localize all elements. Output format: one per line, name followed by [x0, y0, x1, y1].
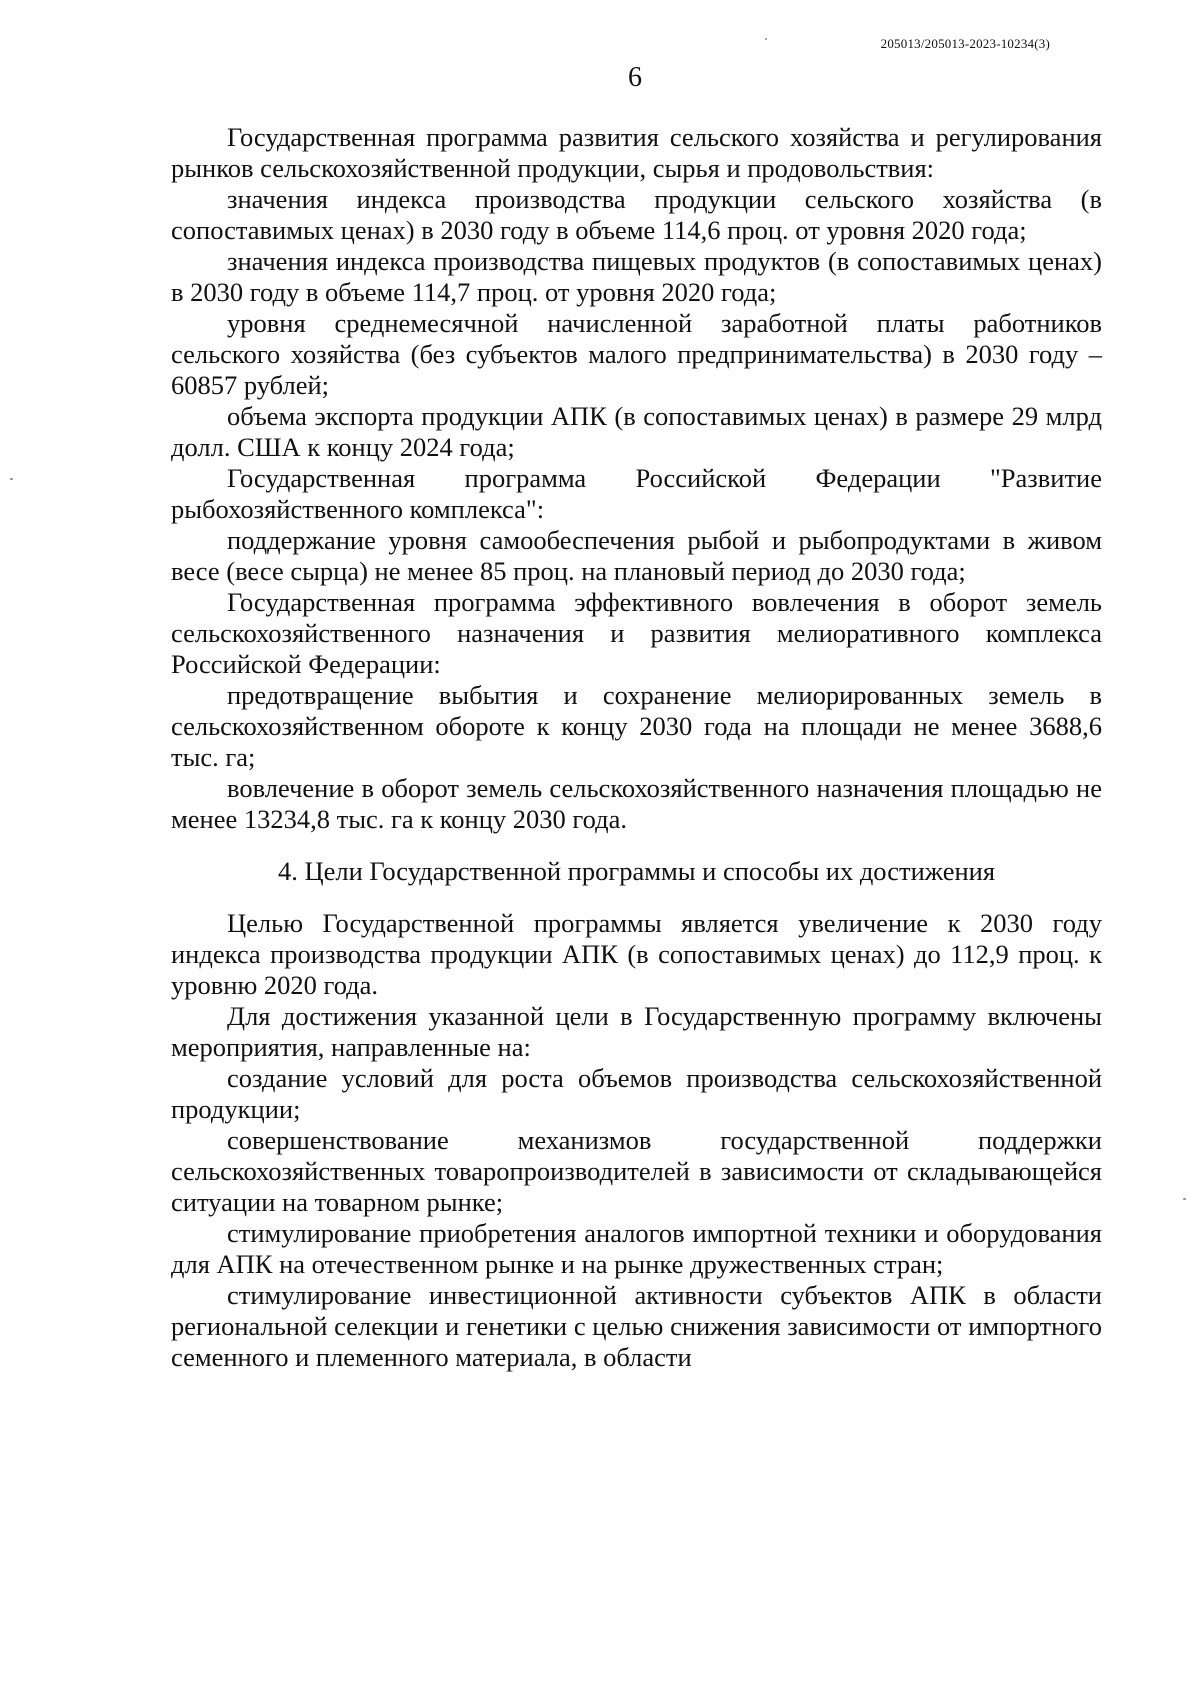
paragraph: уровня среднемесячной начисленной заработной платы работников сельского хозяйства (без субъектов малого предпринимательства) в 2030 году – 60857 рублей;: [171, 308, 1102, 400]
paragraph: поддержание уровня самообеспечения рыбой и рыбопродуктами в живом весе (весе сырца) не менее 85 проц. на плановый период до 2030 года;: [171, 525, 1102, 586]
scan-speck: [10, 478, 13, 480]
section-heading: 4. Цели Государственной программы и способы их достижения: [277, 856, 996, 886]
paragraph: Государственная программа эффективного вовлечения в оборот земель сельскохозяйственного назначения и развития мелиоративного комплекса Российской Федерации:: [171, 587, 1102, 679]
paragraph: значения индекса производства пищевых продуктов (в сопоставимых ценах) в 2030 году в объеме 114,7 проц. от уровня 2020 года;: [171, 246, 1102, 307]
paragraph: Государственная программа Российской Федерации "Развитие рыбохозяйственного комплекса":: [171, 463, 1102, 524]
scan-speck: [1183, 1198, 1186, 1200]
paragraph: стимулирование инвестиционной активности субъектов АПК в области региональной селекции и генетики с целью снижения зависимости от импортного семенного и племенного материала, в области: [171, 1280, 1102, 1372]
page-number: 6: [628, 62, 642, 93]
paragraph: Целью Государственной программы является увеличение к 2030 году индекса производства продукции АПК (в сопоставимых ценах) до 112,9 проц. к уровню 2020 года.: [171, 908, 1102, 1000]
paragraph: стимулирование приобретения аналогов импортной техники и оборудования для АПК на отечественном рынке и на рынке дружественных стран;: [171, 1218, 1102, 1279]
document-id: 205013/205013-2023-10234(3): [880, 36, 1050, 51]
document-body: [171, 122, 1102, 1373]
paragraph: объема экспорта продукции АПК (в сопоставимых ценах) в размере 29 млрд долл. США к концу 2024 года;: [171, 401, 1102, 462]
paragraph: предотвращение выбытия и сохранение мелиорированных земель в сельскохозяйственном обороте к концу 2030 года на площади не менее 3688,6 тыс. га;: [171, 680, 1102, 772]
scan-speck: [765, 38, 767, 40]
paragraph: Государственная программа развития сельского хозяйства и регулирования рынков сельскохозяйственной продукции, сырья и продовольствия:: [171, 122, 1102, 183]
paragraph: создание условий для роста объемов производства сельскохозяйственной продукции;: [171, 1063, 1102, 1124]
paragraph: Для достижения указанной цели в Государственную программу включены мероприятия, направленные на:: [171, 1001, 1102, 1062]
paragraph: совершенствование механизмов государственной поддержки сельскохозяйственных товаропроизводителей в зависимости от складывающейся ситуации на товарном рынке;: [171, 1125, 1102, 1217]
paragraph: значения индекса производства продукции сельского хозяйства (в сопоставимых ценах) в 2030 году в объеме 114,6 проц. от уровня 2020 года;: [171, 184, 1102, 245]
paragraph: вовлечение в оборот земель сельскохозяйственного назначения площадью не менее 13234,8 тыс. га к концу 2030 года.: [171, 773, 1102, 834]
